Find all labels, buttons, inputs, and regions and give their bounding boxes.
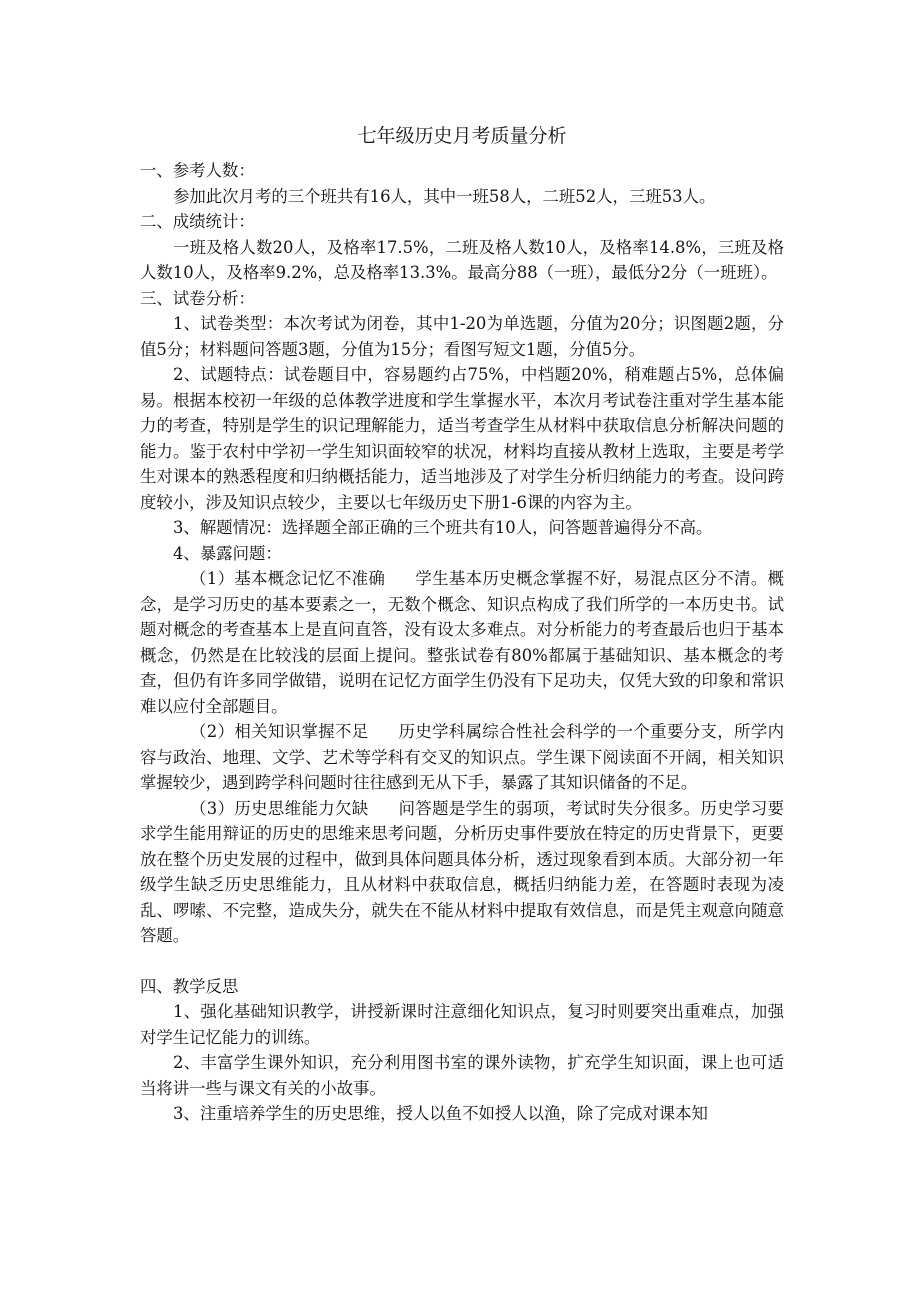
paper-type-paragraph: 1、试卷类型：本次考试为闭卷，其中1-20为单选题，分值为20分；识图题2题，分值5分；材料题问答题3题，分值为15分；看图写短文1题，分值5分。: [140, 314, 784, 359]
reflection-paragraph-3: 3、注重培养学生的历史思维，授人以鱼不如授人以渔，除了完成对课本知: [173, 1104, 708, 1123]
answer-situation-paragraph: 3、解题情况：选择题全部正确的三个班共有10人，问答题普遍得分不高。: [173, 518, 713, 537]
problem-1-text: 学生基本历史概念掌握不好，易混点区分不清。概念，是学习历史的基本要素之一，无数个概念、知识点构成了我们所学的一本历史书。试题对概念的考查基本上是直问直答，没有设太多难点。对分析能力的考查最后也归于基本概念，仍然是在比较浅的层面上提问。整张试卷有80%都属于基础知识、基本概念的考查，但仍有许多同学做错，说明在记忆方面学生仍没有下足功夫，仅凭大致的印象和常识难以应付全部题目。: [140, 569, 785, 716]
problem-item-3: [140, 796, 784, 949]
section-heading-paper-analysis: 三、试卷分析：: [140, 288, 255, 308]
problem-2-title: （2）相关知识掌握不足: [190, 722, 369, 741]
participants-paragraph: 参加此次月考的三个班共有16人，其中一班58人，二班52人，三班53人。: [173, 186, 716, 206]
section-heading-teaching-reflection: 四、教学反思: [140, 976, 239, 996]
problem-3-title: （3）历史思维能力欠缺: [190, 798, 369, 818]
problem-item-2: [140, 719, 784, 796]
problem-2-text: 历史学科属综合性社会科学的一个重要分支，所学内容与政治、地理、文学、艺术等学科有交叉的知识点。学生课下阅读面不开阔，相关知识掌握较少，遇到跨学科问题时往往感到无从下手，暴露了其知识储备的不足。: [140, 722, 784, 792]
document-page: [140, 122, 784, 1127]
reflection-paragraph-2: 2、丰富学生课外知识，充分利用图书室的课外读物，扩充学生知识面，课上也可适当将讲一些与课文有关的小故事。: [140, 1053, 784, 1098]
statistics-paragraph: 一班及格人数20人，及格率17.5%，二班及格人数10人，及格率14.8%，三班及格人数10人，及格率9.2%，总及格率13.3%。最高分88（一班），最低分2分（一班班）。: [140, 237, 784, 282]
reflection-paragraph-1: 1、强化基础知识教学，讲授新课时注意细化知识点，复习时则要突出重难点，加强对学生记忆能力的训练。: [140, 1002, 784, 1047]
question-features-paragraph: 2、试题特点：试卷题目中，容易题约占75%，中档题20%，稍难题占5%，总体偏易。根据本校初一年级的总体教学进度和学生掌握水平，本次月考试卷注重对学生基本能力的考查，特别是学生的识记理解能力，适当考查学生从材料中获取信息分析解决问题的能力。鉴于农村中学初一学生知识面较窄的状况，材料均直接从教材上选取，主要是考学生对课本的熟悉程度和归纳概括能力，适当地涉及了对学生分析归纳能力的考查。设问跨度较小，涉及知识点较少，主要以七年级历史下册1-6课的内容为主。: [140, 365, 784, 512]
section-heading-participants: 一、参考人数：: [140, 161, 255, 180]
problem-1-title: （1）基本概念记忆不准确: [190, 569, 386, 588]
paragraph-gap: [140, 949, 784, 974]
exposed-problems-heading: 4、暴露问题：: [173, 543, 282, 563]
page-title: 七年级历史月考质量分析: [357, 125, 567, 147]
section-heading-statistics: 二、成绩统计：: [140, 212, 255, 231]
problem-3-text: 问答题是学生的弱项，考试时失分很多。历史学习要求学生能用辩证的历史的思维来思考问题，分析历史事件要放在特定的历史背景下，更要放在整个历史发展的过程中，做到具体问题具体分析，透过现象看到本质。大部分初一年级学生缺乏历史思维能力，且从材料中获取信息，概括归纳能力差，在答题时表现为凌乱、啰嗦、不完整，造成失分，就失在不能从材料中提取有效信息，而是凭主观意向随意答题。: [140, 798, 784, 945]
problem-item-1: [140, 566, 784, 719]
